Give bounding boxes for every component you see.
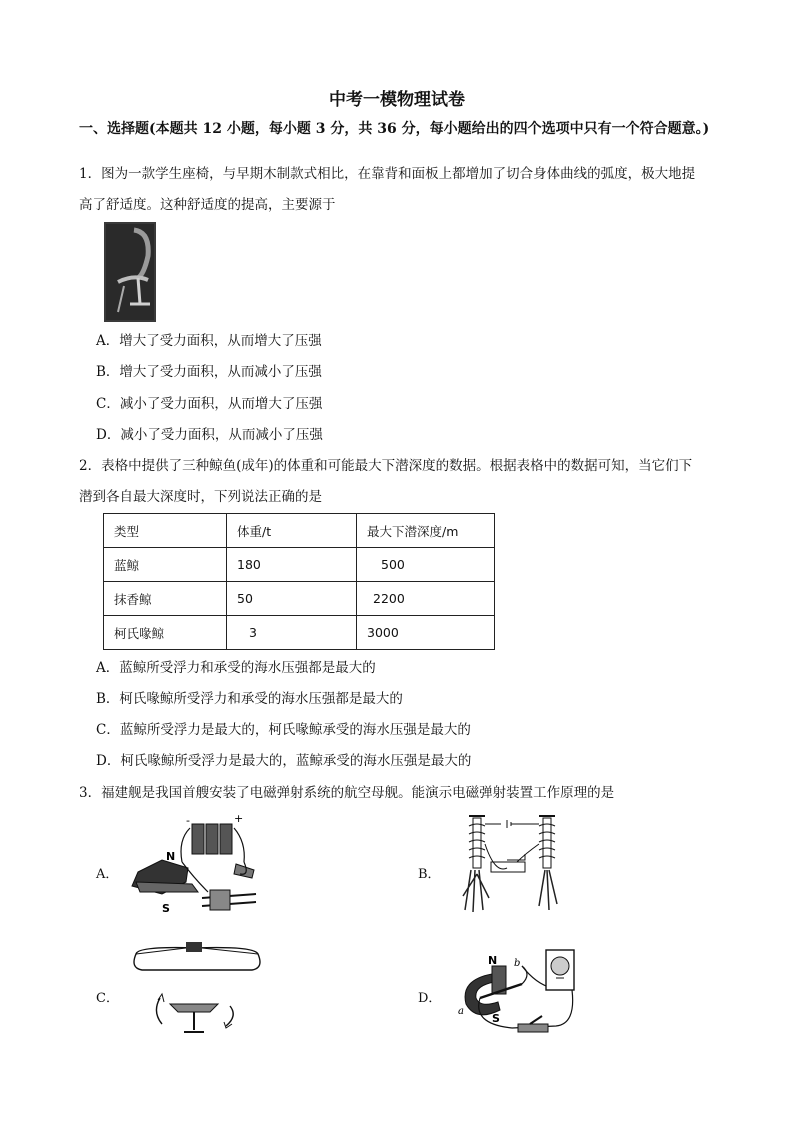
fig-d-b-label: b xyxy=(514,958,521,969)
q2-option-c: C．蓝鲸所受浮力是最大的，柯氏喙鲸承受的海水压强是最大的 xyxy=(96,722,471,738)
q3-label-b: B． xyxy=(418,867,441,882)
table-cell: 抹香鲸 xyxy=(104,582,227,616)
q3-label-d: D． xyxy=(418,991,442,1006)
q3-label-a: A． xyxy=(96,867,119,882)
fig-a-minus-label: - xyxy=(186,814,190,827)
chair-photo xyxy=(104,222,156,322)
table-cell: 3000 xyxy=(357,616,495,650)
table-cell: 500 xyxy=(357,548,495,582)
figure-b-electromagnets xyxy=(455,814,565,924)
q1-option-a: A．增大了受力面积，从而增大了压强 xyxy=(96,333,322,349)
table-header-cell: 类型 xyxy=(104,514,227,548)
figure-a-motor-circuit xyxy=(122,812,272,917)
fig-a-south-label: S xyxy=(162,902,170,915)
q2-option-b: B．柯氏喙鲸所受浮力和承受的海水压强都是最大的 xyxy=(96,691,403,707)
table-cell: 180 xyxy=(227,548,357,582)
fig-d-a-label: a xyxy=(458,1006,464,1017)
q2-text-line2: 潜到各自最大深度时，下列说法正确的是 xyxy=(79,489,322,505)
table-cell: 3 xyxy=(227,616,357,650)
table-row xyxy=(104,616,495,650)
whale-table xyxy=(103,513,495,650)
table-header-row xyxy=(104,514,495,548)
q2-option-a: A．蓝鲸所受浮力和承受的海水压强都是最大的 xyxy=(96,660,376,676)
fig-d-south-label: S xyxy=(492,1012,500,1025)
section-heading: 一、选择题(本题共 12 小题，每小题 3 分，共 36 分，每小题给出的四个选项中只有一个符合题意。) xyxy=(79,121,710,137)
q1-option-c: C．减小了受力面积，从而增大了压强 xyxy=(96,396,323,412)
q1-text-line2: 高了舒适度。这种舒适度的提高，主要源于 xyxy=(79,197,336,213)
q3-label-c: C． xyxy=(96,991,119,1006)
table-row xyxy=(104,548,495,582)
q1-option-d: D．减小了受力面积，从而减小了压强 xyxy=(96,427,323,443)
page-title: 中考一模物理试卷 xyxy=(329,90,465,110)
q1-text-line1: 1．图为一款学生座椅，与早期木制款式相比，在靠背和面板上都增加了切合身体曲线的弧度，极大地提 xyxy=(79,166,696,182)
table-cell: 50 xyxy=(227,582,357,616)
table-row xyxy=(104,582,495,616)
table-header-cell: 最大下潜深度/m xyxy=(357,514,495,548)
table-cell: 蓝鲸 xyxy=(104,548,227,582)
q2-text-line1: 2．表格中提供了三种鲸鱼(成年)的体重和可能最大下潜深度的数据。根据表格中的数据可知，当它们下 xyxy=(79,458,693,474)
fig-d-north-label: N xyxy=(488,954,498,967)
figure-d-induction xyxy=(452,944,582,1039)
q1-option-b: B．增大了受力面积，从而减小了压强 xyxy=(96,364,322,380)
q2-option-d: D．柯氏喙鲸所受浮力是最大的，蓝鲸承受的海水压强是最大的 xyxy=(96,753,472,769)
fig-a-plus-label: + xyxy=(234,812,244,825)
q3-text-line1: 3．福建舰是我国首艘安装了电磁弹射系统的航空母舰。能演示电磁弹射装置工作原理的是 xyxy=(79,785,615,801)
table-cell: 柯氏喙鲸 xyxy=(104,616,227,650)
fig-a-north-label: N xyxy=(166,850,176,863)
figure-c-oersted xyxy=(126,940,266,1038)
table-cell: 2200 xyxy=(357,582,495,616)
table-header-cell: 体重/t xyxy=(227,514,357,548)
